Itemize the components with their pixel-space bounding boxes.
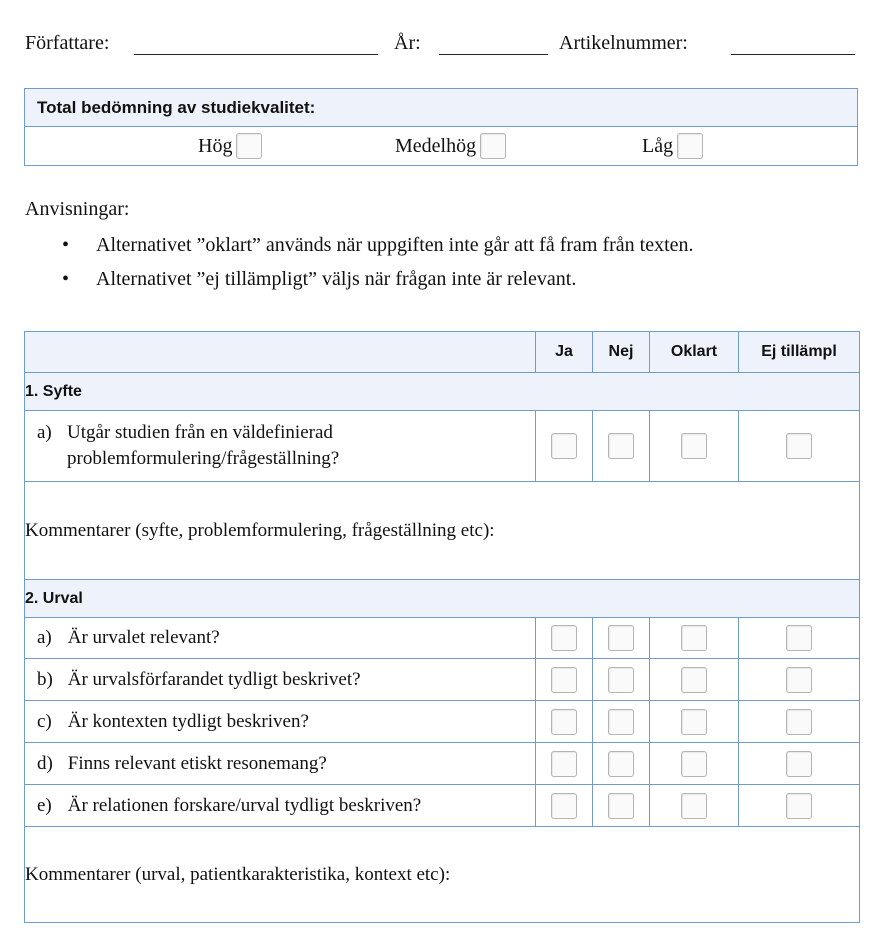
checkbox-oklart[interactable] — [681, 625, 707, 651]
answer-nej — [593, 618, 650, 659]
answer-nej — [593, 701, 650, 743]
comment-field-syfte[interactable]: Kommentarer (syfte, problemformulering, frågeställning etc): — [25, 482, 860, 580]
column-header-nej: Nej — [593, 332, 650, 373]
question-body: Är urvalet relevant? — [67, 627, 220, 648]
year-label: År: — [394, 32, 421, 54]
column-header-blank — [25, 332, 536, 373]
column-header-ej-tillampl: Ej tillämpl — [739, 332, 860, 373]
answer-oklart — [650, 411, 739, 482]
column-header-oklart: Oklart — [650, 332, 739, 373]
option-hog — [198, 133, 262, 159]
question-body: Är relationen forskare/urval tydligt beskriven? — [67, 794, 422, 816]
checkbox-ja[interactable] — [551, 751, 577, 777]
question-label: a) — [37, 627, 52, 648]
option-hog-checkbox[interactable] — [236, 133, 262, 159]
author-label: Författare: — [25, 32, 110, 54]
question-body: Är urvalsförfarandet tydligt beskrivet? — [67, 668, 361, 690]
question-label: e) — [37, 794, 52, 816]
answer-ja — [536, 785, 593, 827]
bullet-icon: • — [62, 268, 70, 290]
section-title: 2. Urval — [25, 580, 860, 618]
checkbox-nej[interactable] — [608, 709, 634, 735]
assessment-table — [24, 331, 860, 923]
bullet-icon: • — [62, 234, 70, 256]
question-line-2: problemformulering/frågeställning? — [67, 448, 340, 469]
question-row — [25, 785, 860, 827]
answer-ja — [536, 618, 593, 659]
answer-ej-tillampl — [739, 618, 860, 659]
question-label: c) — [37, 710, 52, 732]
option-medelhog — [395, 133, 506, 159]
question-body: Finns relevant etiskt resonemang? — [67, 752, 327, 774]
comment-field-urval[interactable]: Kommentarer (urval, patientkarakteristika, kontext etc): — [25, 827, 860, 923]
question-text — [25, 618, 536, 659]
checkbox-ja[interactable] — [551, 625, 577, 651]
question-row — [25, 659, 860, 701]
option-medelhog-checkbox[interactable] — [480, 133, 506, 159]
checkbox-nej[interactable] — [608, 751, 634, 777]
question-text — [25, 743, 536, 785]
answer-ja — [536, 411, 593, 482]
answer-oklart — [650, 618, 739, 659]
section-header-urval — [25, 580, 860, 618]
option-medelhog-label: Medelhög — [395, 134, 477, 157]
instructions-list — [62, 230, 694, 298]
answer-ja — [536, 701, 593, 743]
instruction-item — [62, 264, 694, 298]
author-field[interactable] — [134, 54, 378, 55]
answer-oklart — [650, 701, 739, 743]
checkbox-ej-tillampl[interactable] — [786, 667, 812, 693]
question-text — [25, 659, 536, 701]
option-lag-checkbox[interactable] — [677, 133, 703, 159]
answer-ej-tillampl — [739, 701, 860, 743]
instruction-text: Alternativet ”oklart” används när uppgiften inte går att få fram från texten. — [96, 234, 694, 256]
column-header-row — [25, 332, 860, 373]
question-label: d) — [37, 752, 53, 774]
checkbox-ej-tillampl[interactable] — [786, 625, 812, 651]
answer-nej — [593, 785, 650, 827]
checkbox-ja[interactable] — [551, 709, 577, 735]
answer-ej-tillampl — [739, 659, 860, 701]
answer-oklart — [650, 659, 739, 701]
question-text — [25, 411, 536, 482]
question-line-1: Utgår studien från en väldefinierad — [67, 422, 333, 443]
option-lag — [642, 133, 703, 159]
question-text — [25, 701, 536, 743]
checkbox-nej[interactable] — [608, 667, 634, 693]
comment-row-syfte[interactable] — [25, 482, 860, 580]
instructions-title: Anvisningar: — [25, 198, 130, 220]
checkbox-nej[interactable] — [608, 433, 634, 459]
question-row — [25, 743, 860, 785]
comment-row-urval[interactable] — [25, 827, 860, 923]
question-body: Är kontexten tydligt beskriven? — [67, 710, 309, 732]
checkbox-oklart[interactable] — [681, 667, 707, 693]
checkbox-ej-tillampl[interactable] — [786, 433, 812, 459]
checkbox-ja[interactable] — [551, 793, 577, 819]
section-title: 1. Syfte — [25, 373, 860, 411]
answer-ja — [536, 659, 593, 701]
question-row — [25, 701, 860, 743]
question-row — [25, 618, 860, 659]
answer-ej-tillampl — [739, 785, 860, 827]
article-number-label: Artikelnummer: — [559, 32, 688, 54]
total-quality-title: Total bedömning av studiekvalitet: — [25, 89, 857, 127]
answer-ja — [536, 743, 593, 785]
checkbox-nej[interactable] — [608, 625, 634, 651]
question-label: b) — [37, 668, 53, 690]
checkbox-ja[interactable] — [551, 667, 577, 693]
answer-oklart — [650, 785, 739, 827]
article-number-field[interactable] — [731, 54, 855, 55]
answer-nej — [593, 743, 650, 785]
answer-ej-tillampl — [739, 411, 860, 482]
question-text — [25, 785, 536, 827]
answer-nej — [593, 411, 650, 482]
checkbox-ej-tillampl[interactable] — [786, 751, 812, 777]
checkbox-oklart[interactable] — [681, 433, 707, 459]
checkbox-oklart[interactable] — [681, 709, 707, 735]
option-lag-label: Låg — [642, 134, 674, 157]
total-quality-box — [24, 88, 858, 166]
answer-ej-tillampl — [739, 743, 860, 785]
column-header-ja: Ja — [536, 332, 593, 373]
instruction-item — [62, 230, 694, 264]
header-fields — [25, 32, 860, 62]
checkbox-oklart[interactable] — [681, 751, 707, 777]
question-label: a) — [37, 422, 52, 443]
total-quality-options — [25, 127, 857, 165]
answer-oklart — [650, 743, 739, 785]
option-hog-label: Hög — [198, 134, 233, 157]
checkbox-ja[interactable] — [551, 433, 577, 459]
year-field[interactable] — [439, 54, 548, 55]
checkbox-ej-tillampl[interactable] — [786, 793, 812, 819]
checkbox-nej[interactable] — [608, 793, 634, 819]
instruction-text: Alternativet ”ej tillämpligt” väljs när frågan inte är relevant. — [96, 268, 577, 290]
answer-nej — [593, 659, 650, 701]
section-header-syfte — [25, 373, 860, 411]
checkbox-oklart[interactable] — [681, 793, 707, 819]
question-row — [25, 411, 860, 482]
checkbox-ej-tillampl[interactable] — [786, 709, 812, 735]
